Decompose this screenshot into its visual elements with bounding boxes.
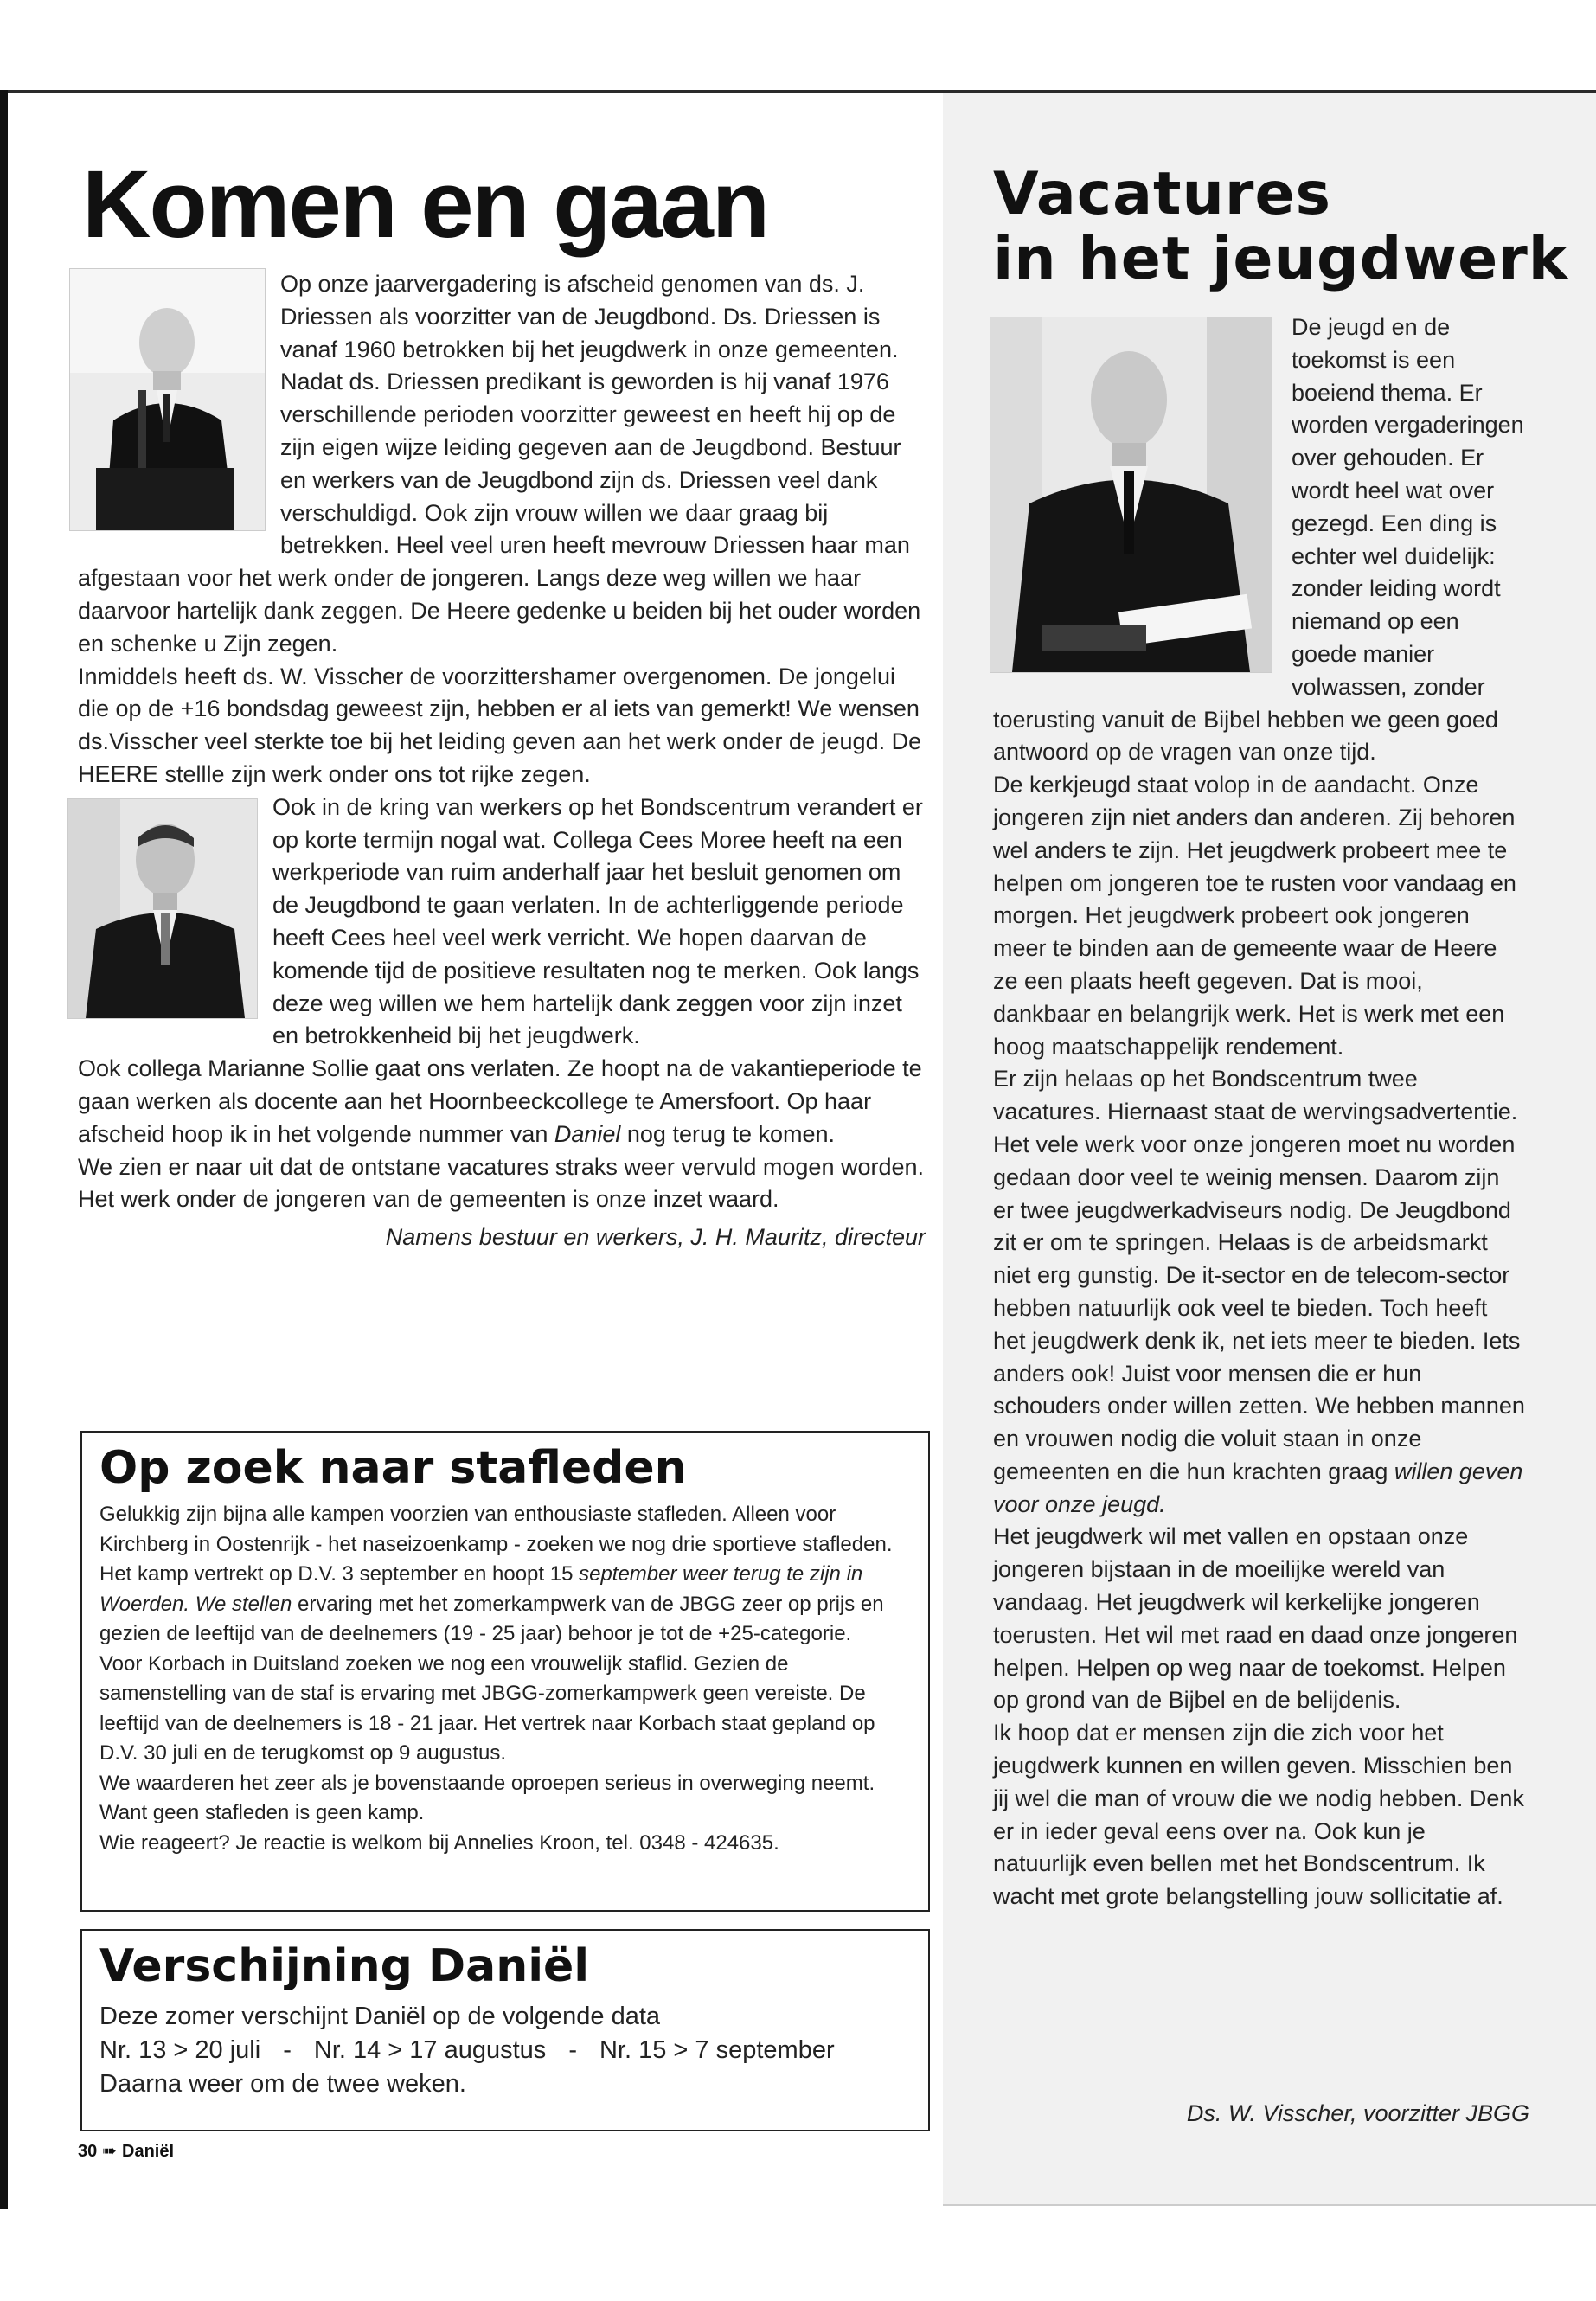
box-verschijning-daniel <box>80 1929 930 2131</box>
date-nr15: Nr. 15 > 7 september <box>599 2035 835 2064</box>
article2-para1: De jeugd en de toekomst is een boeiend thema. Er worden vergaderingen over gehouden. Er wordt heel wat over gezegd. Een ding is echter wel duidelijk: zonder leiding wordt niemand op een goede manier volwassen, zonder toerusting vanuit de Bijbel hebben we geen goed antwoord op de vragen van onze tijd. <box>993 314 1524 766</box>
date-separator: - <box>568 2035 577 2064</box>
stafleden-para2: Voor Korbach in Duitsland zoeken we nog een vrouwelijk staflid. Gezien de samenstelling van de staf is ervaring met JBGG-zomerkampwerk geen vereiste. De leeftijd van de deelnemers is 18 - 21 jaar. Het vertrek naar Korbach staat gepland op D.V. 30 juli en de terugkomst op 9 augustus. <box>99 1651 875 1766</box>
photo-ds-driessen-graphic <box>70 269 265 530</box>
stafleden-para1 <box>99 1500 911 1650</box>
verschijning-dates <box>99 2034 911 2067</box>
box-stafleden-title: Op zoek naar stafleden <box>99 1442 687 1494</box>
left-edge-bar <box>0 90 8 2209</box>
article2-para3-italic: willen geven voor onze jeugd. <box>993 1458 1523 1517</box>
article1-para4-daniel: Daniel <box>554 1120 621 1147</box>
article2-signature: Ds. W. Visscher, voorzitter JBGG <box>1186 2100 1529 2126</box>
page-footer <box>78 2140 174 2162</box>
article-body-komen-en-gaan <box>78 268 926 1254</box>
article2-para4: Het jeugdwerk wil met vallen en opstaan onze jongeren bijstaan in de moeilijke wereld van vandaag. Het jeugdwerk wil kerkelijke jongeren toerusten. Het wil met raad en daad onze jongeren helpen. Helpen op weg naar de toekomst. Helpen op grond van de Bijbel en de belijdenis. <box>993 1523 1518 1714</box>
magazine-name: Daniël <box>122 2142 175 2161</box>
box-stafleden-body <box>99 1500 911 1858</box>
photo-cees-moree <box>67 798 258 1019</box>
stafleden-para1-italic: september weer terug te zijn in Woerden. We stellen <box>99 1562 863 1616</box>
article-title-komen-en-gaan: Komen en gaan <box>82 151 769 258</box>
article1-para4-end: nog terug te komen. <box>620 1120 836 1147</box>
article1-para4 <box>78 1053 926 1150</box>
photo-ds-visscher-graphic <box>990 317 1272 672</box>
date-nr13: Nr. 13 > 20 juli <box>99 2035 261 2064</box>
article-title-vacatures <box>993 160 1568 293</box>
box-verschijning-title: Verschijning Daniël <box>99 1940 590 1992</box>
article-body-vacatures <box>993 311 1525 1913</box>
article2-para3-text: Er zijn helaas op het Bondscentrum twee vacatures. Hiernaast staat de wervingsadvertentie. Het vele werk voor onze jongeren moet nu worden gedaan door veel te weinig mensen. Daarom zijn er twee jeugdwerkadviseurs nodig. De Jeugdbond zit er om te springen. Helaas is de arbeidsmarkt niet erg gunstig. De it-sector en de telecom-sector hebben natuurlijk ook veel te bieden. Toch heeft het jeugdwerk denk ik, net iets meer te bieden. Iets anders ook! Juist voor mensen die er hun schouders onder willen zetten. We hebben mannen en vrouwen nodig die voluit staan in onze gemeenten en die hun krachten graag <box>993 1066 1525 1484</box>
title-line-2: in het jeugdwerk <box>993 224 1568 293</box>
photo-cees-moree-graphic <box>68 799 257 1018</box>
box-verschijning-body <box>99 2000 911 2100</box>
title-line-1: Vacatures <box>993 160 1332 228</box>
photo-ds-visscher <box>990 317 1272 673</box>
stafleden-para1-text: Gelukkig zijn bijna alle kampen voorzien van enthousiaste stafleden. Alleen voor Kirchberg in Oostenrijk - het naseizoenkamp - zoeken we nog drie sportieve stafleden. Het kamp vertrekt op D.V. 3 september en hoopt 15 <box>99 1503 893 1586</box>
date-nr14: Nr. 14 > 17 augustus <box>313 2035 547 2064</box>
stafleden-para3: We waarderen het zeer als je bovenstaande oproepen serieus in overweging neemt. Want geen stafleden is geen kamp. <box>99 1771 875 1825</box>
article1-para1: Op onze jaarvergadering is afscheid genomen van ds. J. Driessen als voorzitter van de Jeugdbond. Ds. Driessen is vanaf 1960 betrokken bij het jeugdwerk in onze gemeenten. Nadat ds. Driessen predikant is geworden is hij vanaf 1976 verschillende perioden voorzitter geweest en heeft hij op de zijn eigen wijze leiding gegeven aan de Jeugdbond. Bestuur en werkers van de Jeugdbond zijn ds. Driessen veel dank verschuldigd. Ook zijn vrouw willen we daar graag bij betrekken. Heel veel uren heeft mevrouw Driessen haar man afgestaan voor het werk onder de jongeren. Langs deze weg willen we haar daarvoor hartelijk dank zeggen. De Heere gedenke u beiden bij het ouder worden en schenke u Zijn zegen. <box>78 271 921 657</box>
article2-para5: Ik hoop dat er mensen zijn die zich voor het jeugdwerk kunnen en willen geven. Misschien ben jij wel die man of vrouw die we nodig hebben. Denk er in ieder geval eens over na. Ook kun je natuurlijk even bellen met het Bondscentrum. Ik wacht met grote belangstelling jouw sollicitatie af. <box>993 1720 1524 1910</box>
top-rule <box>0 90 1596 93</box>
article2-para3 <box>993 1063 1525 1521</box>
article1-para5: We zien er naar uit dat de ontstane vacatures straks weer vervuld mogen worden. Het werk onder de jongeren van de gemeenten is onze inzet waard. <box>78 1153 925 1213</box>
article1-signature: Namens bestuur en werkers, J. H. Mauritz, directeur <box>385 1224 926 1251</box>
date-separator: - <box>283 2035 292 2064</box>
bottom-rule <box>943 2204 1596 2206</box>
photo-ds-driessen <box>69 268 266 531</box>
stafleden-para4: Wie reageert? Je reactie is welkom bij Annelies Kroon, tel. 0348 - 424635. <box>99 1830 779 1855</box>
arrow-right-icon: ➠ <box>102 2142 118 2161</box>
box-op-zoek-naar-stafleden <box>80 1431 930 1912</box>
article2-para2: De kerkjeugd staat volop in de aandacht. Onze jongeren zijn niet anders dan anderen. Zij behoren wel anders te zijn. Het jeugdwerk probeert mee te helpen om jongeren toe te rusten voor vandaag en morgen. Het jeugdwerk probeert ook jongeren meer te binden aan de gemeente waar de Heere ze een plaats heeft gegeven. Dat is mooi, dankbaar en belangrijk werk. Het is werk met een hoog maatschappelijk rendement. <box>993 772 1516 1060</box>
article1-para4-text: Ook collega Marianne Sollie gaat ons verlaten. Ze hoopt na de vakantieperiode te gaan werken als docente aan het Hoornbeeckcollege te Amersfoort. Op haar afscheid hoop ik in het volgende nummer van <box>78 1055 922 1147</box>
stafleden-para1-end: ervaring met het zomerkampwerk van de JBGG zeer op prijs en gezien de leeftijd van de deelnemers (19 - 25 jaar) behoor je tot de +25-categorie. <box>99 1592 884 1646</box>
verschijning-outro: Daarna weer om de twee weken. <box>99 2069 466 2098</box>
article1-para2: Inmiddels heeft ds. W. Visscher de voorzittershamer overgenomen. De jongelui die op de +16 bondsdag geweest zijn, hebben er al iets van gemerkt! We wensen ds.Visscher veel sterkte toe bij het leiding geven aan het werk onder de jeugd. De HEERE stellle zijn werk onder ons tot rijke zegen. <box>78 663 922 787</box>
verschijning-intro: Deze zomer verschijnt Daniël op de volgende data <box>99 2003 661 2031</box>
page-number: 30 <box>78 2142 98 2161</box>
article1-para3: Ook in de kring van werkers op het Bondscentrum verandert er op korte termijn nogal wat. Collega Cees Moree heeft na een werkperiode van ruim anderhalf jaar het besluit genomen om de Jeugdbond te gaan verlaten. In de achterliggende periode heeft Cees heel veel werk verricht. We hopen daarvan de komende tijd de positieve resultaten nog te merken. Ook langs deze weg willen we hem hartelijk dank zeggen voor zijn inzet en betrokkenheid bij het jeugdwerk. <box>272 793 923 1049</box>
